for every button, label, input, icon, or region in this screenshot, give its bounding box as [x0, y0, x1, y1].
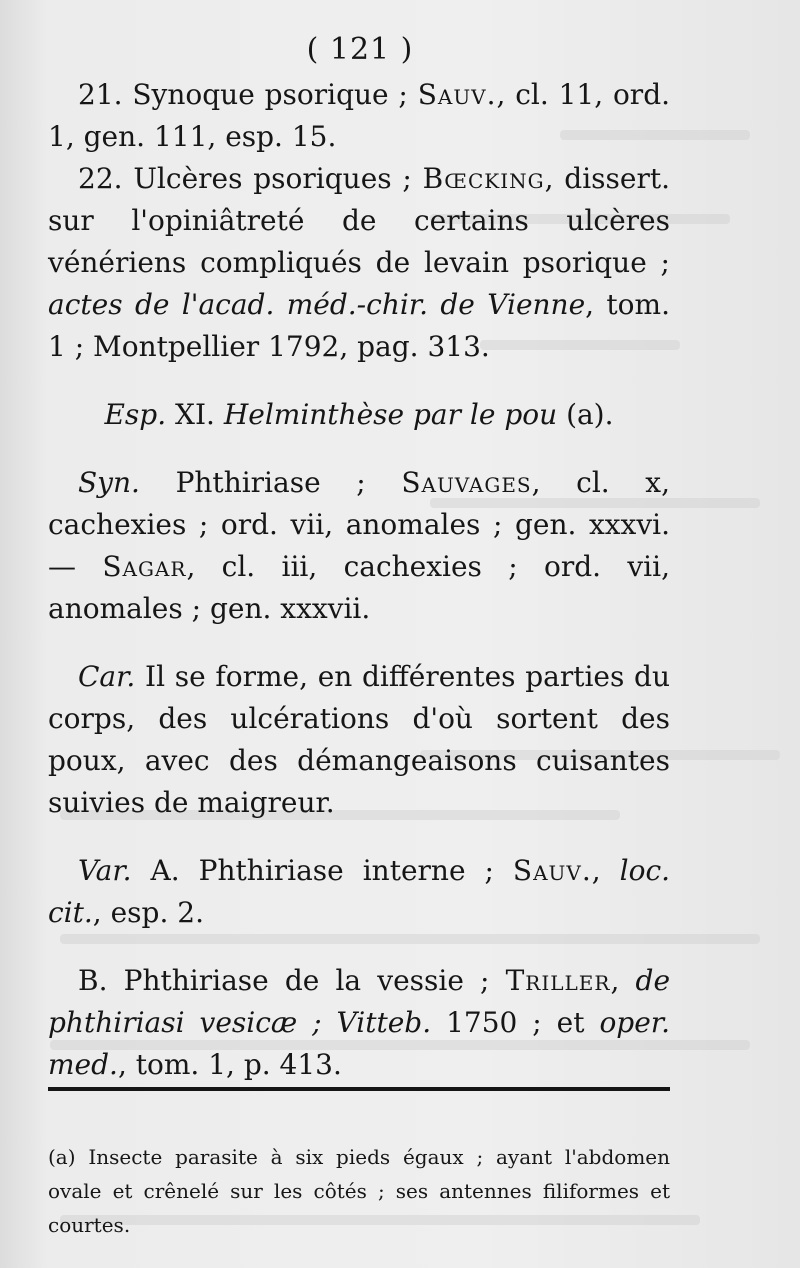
species-label: Esp. — [104, 398, 167, 431]
author: Sauvages — [401, 466, 532, 499]
loc-cit: loc. cit. — [48, 854, 671, 929]
reference: , dissert. sur l'opiniâtreté de certains ulcères vénériens compliqués de levain psorique ; — [48, 162, 671, 279]
author: Triller — [505, 964, 611, 997]
var-text: Phthiriase de la vessie ; — [123, 964, 490, 997]
variety-b — [48, 960, 670, 1086]
page-number: ( 121 ) — [306, 32, 414, 67]
car-text: Il se forme, en différentes parties du corps, des ulcérations d'où sortent des poux, avec des démangeaisons cuisantes suivies de maigreur. — [48, 660, 671, 819]
var-text: 1750 ; et — [446, 1006, 585, 1039]
author: Sauv. — [417, 78, 497, 111]
journal-title: actes de l'acad. méd.-chir. de Vienne — [48, 288, 586, 321]
work-title: oper. med. — [48, 1006, 670, 1081]
syn-text: , cl. iii, cachexies ; ord. vii, anomales ; gen. xxxvii. — [48, 550, 670, 625]
footnote-ref: (a). — [566, 398, 614, 431]
species-name: Helminthèse par le pou — [223, 398, 558, 431]
author: Sauv. — [512, 854, 592, 887]
entry-title: Synoque psorique ; — [132, 78, 408, 111]
var-text: , — [610, 964, 620, 997]
entry-21 — [48, 74, 670, 158]
reference: , cl. 11, ord. 1, gen. 111, esp. 15. — [48, 78, 671, 153]
author: Sagar — [102, 550, 187, 583]
entry-number: 21. — [78, 78, 123, 111]
species-number: XI. — [175, 398, 215, 431]
var-text: , tom. 1, p. 413. — [117, 1048, 342, 1081]
footnote-rule — [48, 1087, 670, 1091]
species-heading — [48, 394, 670, 436]
var-text: , esp. 2. — [92, 896, 204, 929]
syn-text: Phthiriase ; — [175, 466, 366, 499]
author: Bœcking — [422, 162, 545, 195]
work-title: de phthiriasi vesicæ ; Vitteb. — [48, 964, 671, 1039]
syn-label: Syn. — [78, 466, 140, 499]
var-letter: B. — [78, 964, 108, 997]
var-label: Var. — [78, 854, 132, 887]
main-text — [48, 74, 670, 1086]
characters-paragraph — [48, 656, 670, 824]
footnote-text: Insecte parasite à six pieds égaux ; ayant l'abdomen ovale et crênelé sur les côtés ; ses antennes filiformes et courtes. — [48, 1145, 670, 1237]
var-letter: A. — [150, 854, 180, 887]
synonyms-paragraph — [48, 462, 670, 630]
var-text: Phthiriase interne ; — [198, 854, 494, 887]
footnote — [48, 1140, 670, 1242]
entry-number: 22. — [78, 162, 123, 195]
car-label: Car. — [78, 660, 136, 693]
footnote-mark: (a) — [48, 1145, 76, 1169]
reference-cont: , tom. 1 ; Montpellier 1792, pag. 313. — [48, 288, 670, 363]
variety-a — [48, 850, 670, 934]
entry-title: Ulcères psoriques ; — [133, 162, 412, 195]
syn-text: , cl. x, cachexies ; ord. vii, anomales ; gen. xxxvi. — — [48, 466, 670, 583]
var-text: , — [591, 854, 601, 887]
entry-22 — [48, 158, 670, 368]
